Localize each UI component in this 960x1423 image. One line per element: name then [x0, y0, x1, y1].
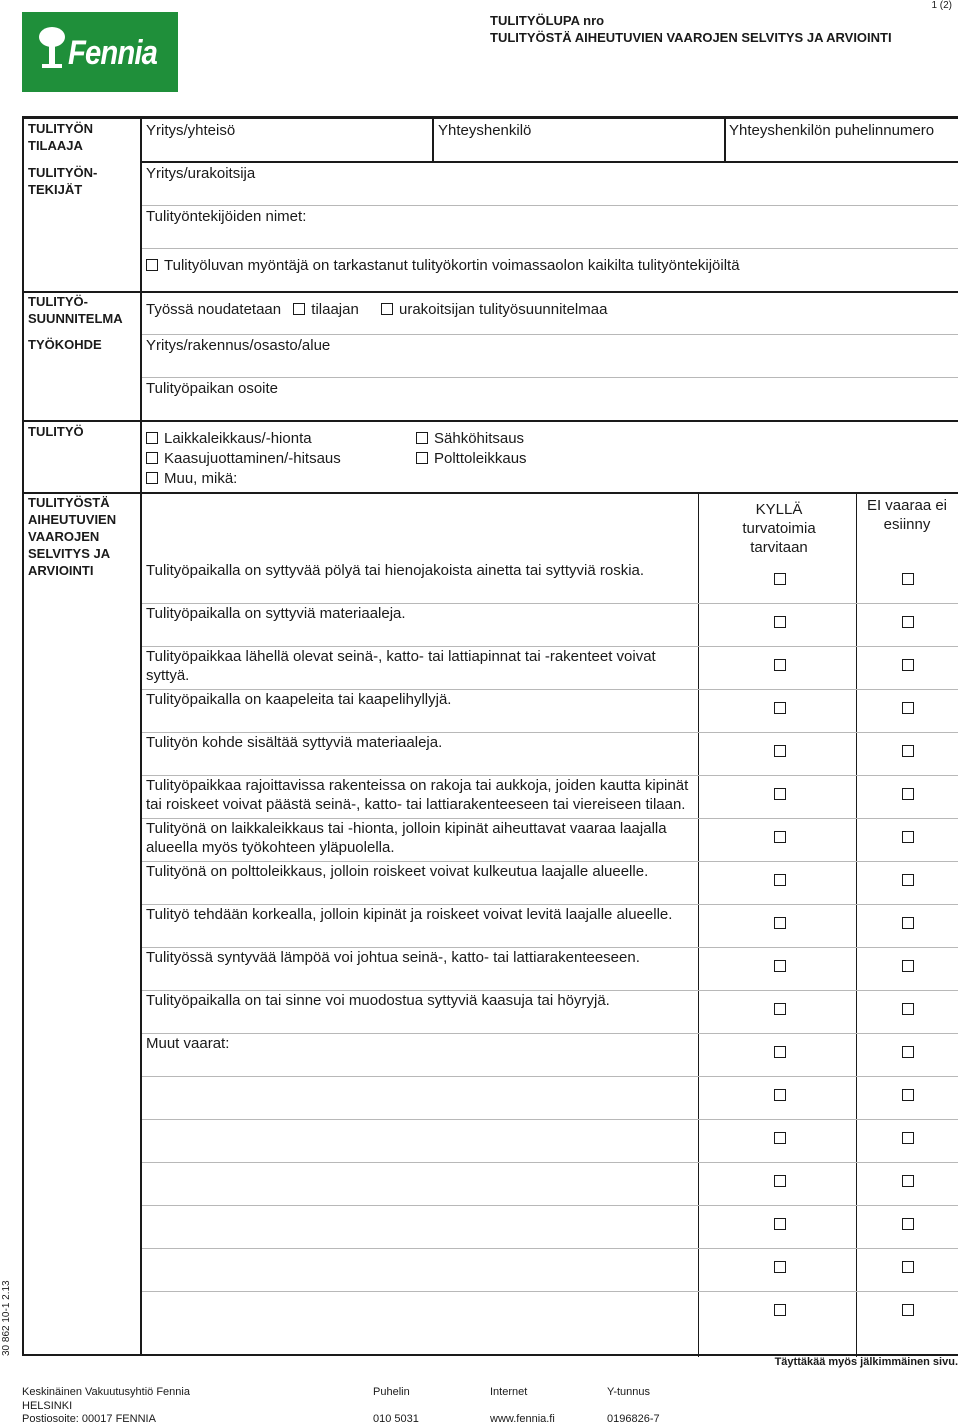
- hazard-blank-field[interactable]: [146, 1077, 696, 1115]
- work-type-label: Kaasujuottaminen/-hitsaus: [164, 450, 341, 467]
- footer-ytunnus: [607, 1386, 660, 1423]
- footer-company: [22, 1386, 190, 1423]
- field-puhelin[interactable]: Yhteyshenkilön puhelinnumero: [729, 122, 935, 139]
- hazard-blank-field[interactable]: [146, 1206, 696, 1244]
- checkbox[interactable]: [416, 432, 428, 444]
- footer-phone-label: Puhelin: [373, 1386, 410, 1398]
- form-code: 30 862 10-1 2.13: [1, 1280, 12, 1356]
- field-osoite[interactable]: Tulityöpaikan osoite: [146, 380, 279, 397]
- brand-name: Fennia: [68, 34, 158, 72]
- checkbox[interactable]: [146, 472, 158, 484]
- field-yritys-yhteiso[interactable]: Yritys/yhteisö: [146, 122, 236, 139]
- column-divider: [698, 494, 699, 1357]
- hazard-text: Tulityön kohde sisältää syttyviä materiaaleja.: [146, 734, 443, 751]
- kylla-checkbox[interactable]: [774, 1218, 786, 1230]
- kylla-checkbox[interactable]: [774, 960, 786, 972]
- footer-ytunnus-value: 0196826-7: [607, 1413, 660, 1423]
- ei-checkbox[interactable]: [902, 917, 914, 929]
- ei-checkbox[interactable]: [902, 1046, 914, 1058]
- tarkastanut-option[interactable]: [146, 256, 740, 275]
- hazard-text: Muut vaarat:: [146, 1035, 230, 1052]
- kylla-checkbox[interactable]: [774, 573, 786, 585]
- section-label-tekijat: TULITYÖN-TEKIJÄT: [28, 165, 98, 197]
- kylla-checkbox[interactable]: [774, 788, 786, 800]
- work-type-label: Sähköhitsaus: [434, 430, 525, 447]
- hazard-text: Tulityöpaikalla on kaapeleita tai kaapelihyllyjä.: [146, 691, 452, 708]
- kylla-checkbox[interactable]: [774, 1304, 786, 1316]
- hazard-text: Tulityöpaikalla on syttyviä materiaaleja.: [146, 605, 406, 622]
- noudatetaan-label: Työssä noudatetaan: [146, 301, 282, 318]
- ei-checkbox[interactable]: [902, 874, 914, 886]
- ei-checkbox[interactable]: [902, 1175, 914, 1187]
- urakoitsijan-checkbox[interactable]: [381, 303, 393, 315]
- divider: [432, 119, 434, 162]
- page-number: 1 (2): [931, 0, 952, 11]
- hazard-blank-field[interactable]: [146, 1120, 696, 1158]
- section-label-arviointi: TULITYÖSTÄ AIHEUTUVIEN VAAROJEN SELVITYS JA ARVIOINTI: [28, 495, 117, 578]
- footer-company-name: Keskinäinen Vakuutusyhtiö Fennia: [22, 1386, 190, 1398]
- field-yritys-rakennus[interactable]: Yritys/rakennus/osasto/alue: [146, 337, 331, 354]
- fennia-tree-icon: [38, 26, 66, 70]
- ei-checkbox[interactable]: [902, 1218, 914, 1230]
- divider: [142, 334, 958, 335]
- hazard-blank-field[interactable]: [146, 1163, 696, 1201]
- work-type-label: Muu, mikä:: [164, 470, 238, 487]
- ei-checkbox[interactable]: [902, 659, 914, 671]
- hazard-text: Tulityöpaikkaa rajoittavissa rakenteissa on rakoja tai aukkoja, joiden kautta kipinät tai roiskeet voivat päästä seinä-, katto- tai lattiarakenteeseen tai viereiseen tilaan.: [146, 777, 689, 813]
- field-yhteyshenkilo[interactable]: Yhteyshenkilö: [438, 122, 532, 139]
- kylla-checkbox[interactable]: [774, 702, 786, 714]
- work-type-label: Laikkaleikkaus/-hionta: [164, 430, 312, 447]
- footer-internet-value[interactable]: www.fennia.fi: [490, 1413, 555, 1423]
- column-header-ei: EI vaaraa ei esiinny: [866, 497, 948, 533]
- tilaajan-label: tilaajan: [311, 301, 359, 318]
- section-label-tyokohde: TYÖKOHDE: [28, 337, 102, 352]
- field-yritys-urakoitsija[interactable]: Yritys/urakoitsija: [146, 165, 256, 182]
- kylla-checkbox[interactable]: [774, 1132, 786, 1144]
- column-header-kylla: KYLLÄ turvatoimia tarvitaan: [742, 501, 816, 556]
- footer-internet-label: Internet: [490, 1386, 528, 1398]
- checkbox[interactable]: [416, 452, 428, 464]
- urakoitsijan-label: urakoitsijan tulityösuunnitelmaa: [399, 301, 608, 318]
- footer-phone-value: 010 5031: [373, 1413, 419, 1423]
- kylla-checkbox[interactable]: [774, 745, 786, 757]
- hazard-text: Tulityöpaikkaa lähellä olevat seinä-, katto- tai lattiapinnat tai -rakenteet voivat syttyä.: [146, 648, 656, 684]
- work-type-sahko[interactable]: [416, 429, 524, 448]
- fennia-logo: [22, 12, 178, 92]
- section-label-suunnitelma: TULITYÖ-SUUNNITELMA: [28, 294, 123, 326]
- checkbox[interactable]: [146, 432, 158, 444]
- ei-checkbox[interactable]: [902, 788, 914, 800]
- divider: [142, 377, 958, 378]
- ei-checkbox[interactable]: [902, 960, 914, 972]
- column-divider: [856, 494, 857, 1357]
- kylla-checkbox[interactable]: [774, 1003, 786, 1015]
- checkbox[interactable]: [146, 452, 158, 464]
- work-type-kaasu[interactable]: [146, 449, 341, 468]
- section-label-tilaaja: TULITYÖN TILAAJA: [28, 121, 93, 153]
- checkbox[interactable]: [146, 259, 158, 271]
- kylla-checkbox[interactable]: [774, 1175, 786, 1187]
- tarkastanut-label: Tulityöluvan myöntäjä on tarkastanut tulityökortin voimassaolon kaikilta tulityöntekijöiltä: [164, 257, 740, 274]
- hazard-blank-field[interactable]: [146, 1292, 696, 1330]
- ei-checkbox[interactable]: [902, 1261, 914, 1273]
- footer-internet: [490, 1386, 555, 1423]
- footer-phone: [373, 1386, 419, 1423]
- divider: [24, 291, 958, 293]
- hazard-text: Tulityössä syntyvää lämpöä voi johtua seinä-, katto- tai lattiarakenteeseen.: [146, 949, 640, 966]
- kylla-checkbox[interactable]: [774, 616, 786, 628]
- divider: [142, 205, 958, 206]
- kylla-checkbox[interactable]: [774, 1046, 786, 1058]
- noudatetaan-row: [146, 300, 607, 319]
- kylla-checkbox[interactable]: [774, 1089, 786, 1101]
- kylla-checkbox[interactable]: [774, 874, 786, 886]
- hazard-blank-field[interactable]: [146, 1249, 696, 1287]
- label-column-rule: [140, 119, 142, 1354]
- work-type-muu[interactable]: [146, 469, 237, 488]
- divider: [24, 420, 958, 422]
- ei-checkbox[interactable]: [902, 1132, 914, 1144]
- footer-address: Postiosoite: 00017 FENNIA: [22, 1413, 156, 1423]
- tilaajan-checkbox[interactable]: [293, 303, 305, 315]
- ei-checkbox[interactable]: [902, 831, 914, 843]
- kylla-checkbox[interactable]: [774, 917, 786, 929]
- ei-checkbox[interactable]: [902, 1089, 914, 1101]
- ei-checkbox[interactable]: [902, 745, 914, 757]
- ei-checkbox[interactable]: [902, 616, 914, 628]
- permit-form: [22, 116, 958, 1356]
- work-type-label: Polttoleikkaus: [434, 450, 527, 467]
- kylla-checkbox[interactable]: [774, 831, 786, 843]
- work-type-laikka[interactable]: [146, 429, 312, 448]
- ei-checkbox[interactable]: [902, 573, 914, 585]
- title-line-2: TULITYÖSTÄ AIHEUTUVIEN VAAROJEN SELVITYS JA ARVIOINTI: [490, 30, 892, 45]
- work-type-poltto[interactable]: [416, 449, 527, 468]
- divider: [24, 492, 958, 494]
- title-line-1: TULITYÖLUPA nro: [490, 13, 605, 28]
- hazard-text: Tulityöpaikalla on syttyvää pölyä tai hienojakoista ainetta tai syttyviä roskia.: [146, 562, 645, 579]
- field-tekijoiden-nimet[interactable]: Tulityöntekijöiden nimet:: [146, 208, 307, 225]
- document-title: [490, 12, 892, 46]
- divider: [724, 119, 726, 162]
- ei-checkbox[interactable]: [902, 1304, 914, 1316]
- ei-checkbox[interactable]: [902, 702, 914, 714]
- section-label-tulityo: TULITYÖ: [28, 424, 84, 439]
- divider: [142, 161, 958, 163]
- hazard-text: Tulityö tehdään korkealla, jolloin kipinät ja roiskeet voivat levitä laajalle alueelle.: [146, 906, 673, 923]
- fill-note: Täyttäkää myös jälkimmäinen sivu.: [774, 1356, 958, 1368]
- hazard-text: Tulityönä on laikkaleikkaus tai -hionta, jolloin kipinät aiheuttavat vaaraa laajalla alueella myös työkohteen yläpuolella.: [146, 820, 667, 856]
- kylla-checkbox[interactable]: [774, 1261, 786, 1273]
- footer-city: HELSINKI: [22, 1399, 73, 1412]
- footer-ytunnus-label: Y-tunnus: [607, 1386, 651, 1398]
- ei-checkbox[interactable]: [902, 1003, 914, 1015]
- hazard-text: Tulityönä on polttoleikkaus, jolloin roiskeet voivat kulkeutua laajalle alueelle.: [146, 863, 649, 880]
- hazard-text: Tulityöpaikalla on tai sinne voi muodostua syttyviä kaasuja tai höyryjä.: [146, 992, 610, 1009]
- kylla-checkbox[interactable]: [774, 659, 786, 671]
- divider: [142, 248, 958, 249]
